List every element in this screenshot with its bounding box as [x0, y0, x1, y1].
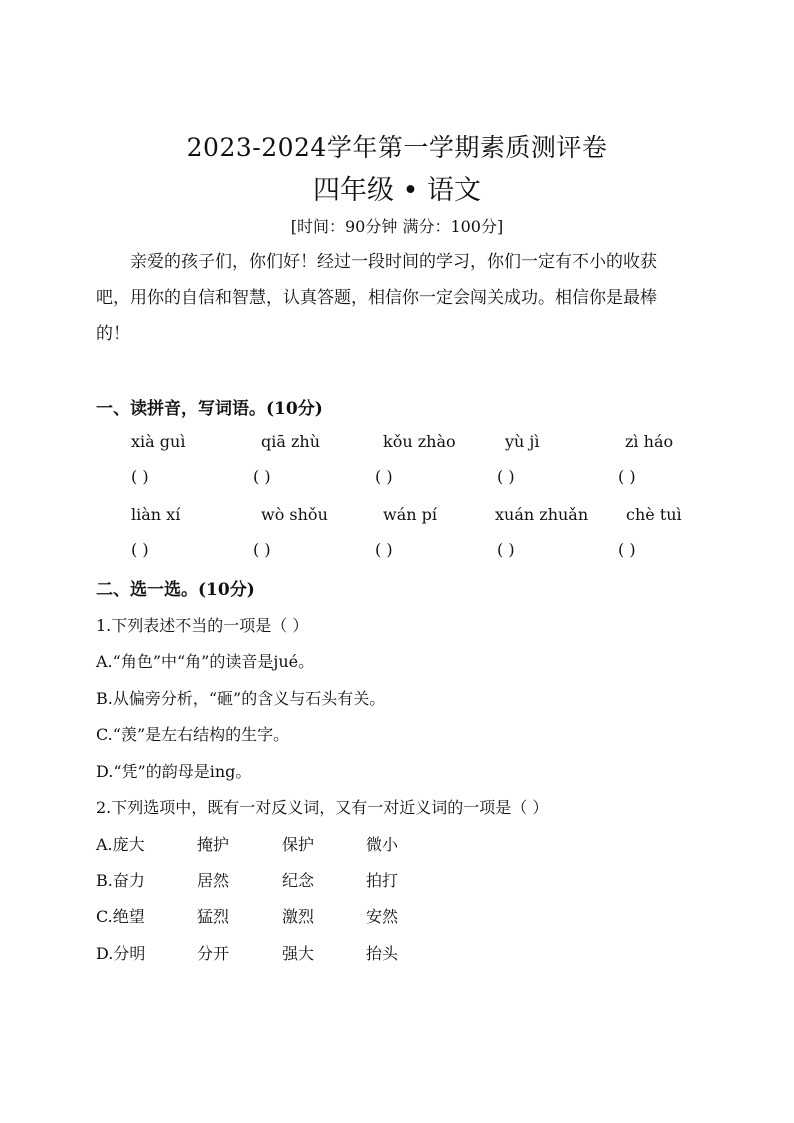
pinyin-item: kǒu zhào: [383, 432, 456, 451]
answer-blank[interactable]: ( ): [375, 540, 393, 559]
answer-blank[interactable]: ( ): [497, 467, 515, 486]
answer-blank[interactable]: ( ): [253, 467, 271, 486]
intro-line: 的！: [96, 324, 130, 344]
section1-heading: 一、读拼音，写词语。(10分): [96, 399, 323, 419]
exam-info: [时间：90分钟 满分：100分]: [290, 217, 504, 236]
intro-paragraph: [96, 244, 726, 352]
option-word: 微小: [366, 835, 399, 854]
option-word: C.绝望: [96, 907, 145, 926]
option-word: 分开: [197, 944, 230, 963]
pinyin-item: xuán zhuǎn: [495, 505, 589, 524]
answer-blank[interactable]: ( ): [131, 540, 149, 559]
answer-blank[interactable]: ( ): [253, 540, 271, 559]
answer-option[interactable]: A.“角色”中“角”的读音是jué。: [96, 652, 315, 671]
option-word: D.分明: [96, 944, 146, 963]
answer-blank[interactable]: ( ): [131, 467, 149, 486]
option-word: 抬头: [366, 944, 399, 963]
pinyin-item: wán pí: [383, 505, 437, 524]
option-word: 居然: [197, 871, 230, 890]
intro-line: 亲爱的孩子们，你们好！经过一段时间的学习，你们一定有不小的收获: [130, 252, 657, 272]
pinyin-item: chè tuì: [626, 505, 682, 524]
option-word: B.奋力: [96, 871, 145, 890]
answer-option[interactable]: C.“羡”是左右结构的生字。: [96, 725, 290, 744]
pinyin-item: zì háo: [625, 432, 674, 451]
pinyin-item: yù jì: [505, 432, 540, 451]
exam-subtitle: 四年级 • 语文: [312, 175, 482, 206]
answer-option[interactable]: D.“凭”的韵母是ing。: [96, 762, 252, 781]
section2-heading: 二、选一选。(10分): [96, 580, 255, 600]
option-word: 拍打: [366, 871, 399, 890]
intro-line: 吧，用你的自信和智慧，认真答题，相信你一定会闯关成功。相信你是最棒: [96, 288, 657, 308]
pinyin-item: xià guì: [131, 432, 186, 451]
answer-blank[interactable]: ( ): [618, 467, 636, 486]
option-word: 猛烈: [197, 907, 230, 926]
option-word: 激烈: [282, 907, 315, 926]
question-stem: 2.下列选项中，既有一对反义词，又有一对近义词的一项是（ ）: [96, 798, 549, 817]
option-word: 强大: [282, 944, 315, 963]
pinyin-item: wò shǒu: [261, 505, 328, 524]
question-stem: 1.下列表述不当的一项是（ ）: [96, 616, 309, 635]
answer-blank[interactable]: ( ): [375, 467, 393, 486]
answer-option[interactable]: B.从偏旁分析，“砸”的含义与石头有关。: [96, 689, 386, 708]
pinyin-item: qiā zhù: [261, 432, 321, 451]
answer-blank[interactable]: ( ): [618, 540, 636, 559]
exam-title: 2023-2024学年第一学期素质测评卷: [186, 133, 608, 162]
answer-blank[interactable]: ( ): [497, 540, 515, 559]
option-word: 纪念: [282, 871, 315, 890]
option-word: 保护: [282, 835, 315, 854]
option-word: 掩护: [197, 835, 230, 854]
option-word: 安然: [366, 907, 399, 926]
option-word: A.庞大: [96, 835, 145, 854]
pinyin-item: liàn xí: [131, 505, 181, 524]
